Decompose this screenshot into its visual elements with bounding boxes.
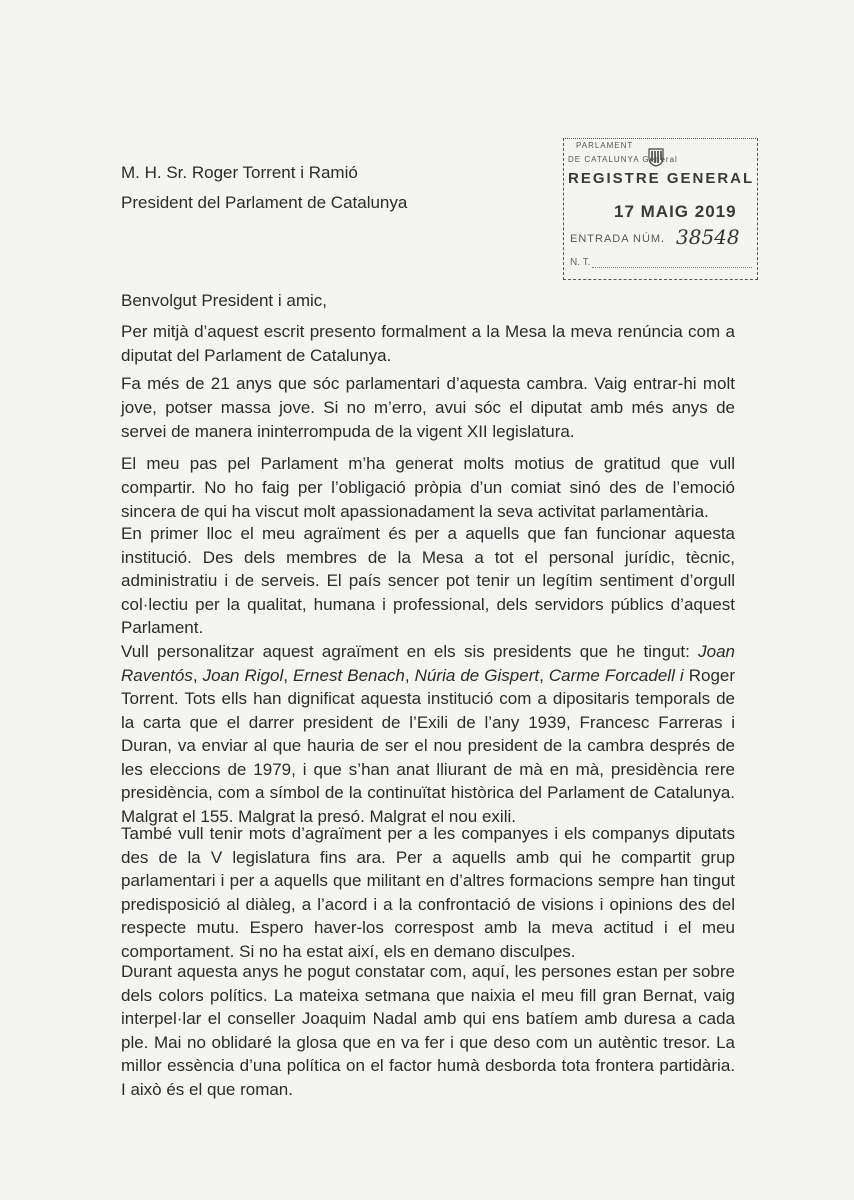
paragraph-4: En primer lloc el meu agraïment és per a aquells que fan funcionar aquesta institució. Des dels membres de la Mesa a tot el personal jurídic, tècnic, administratiu i de serveis. El país sencer pot tenir un legítim sentiment d’orgull col·lectiu per la qualitat, humana i professional, dels servidors públics d’aquest Parlament. [121, 524, 735, 637]
stamp-title: REGISTRE GENERAL [568, 170, 755, 187]
stamp-date: 17 MAIG 2019 [614, 202, 737, 221]
paragraph-5: Vull personalitzar aquest agraïment en els sis presidents que he tingut: Joan Raventós, Joan Rigol, Ernest Benach, Núria de Gispert, Carme Forcadell i Roger Torrent. Tots ells han dignificat aquesta institució com a dipositaris temporals de la carta que el darrer president de l’Exili de l’any 1939, Francesc Farreras i Duran, va enviar al que hauria de ser el nou president de la cambra després de les eleccions de 1979, i que s’han anat lliurant de mà en mà, presidència rere presidència, com a símbol de la continuïtat històrica del Parlament de Catalunya. Malgrat el 155. Malgrat la presó. Malgrat el nou exili. [121, 642, 736, 826]
paragraph-5-intro: Vull personalitzar aquest agraïment en els sis presidents que he tingut: [121, 642, 699, 661]
stamp-entry-number: 38548 [676, 225, 740, 249]
greeting: Benvolgut President i amic, [121, 291, 327, 310]
president-name: Joan Rigol [202, 665, 284, 685]
president-name: Núria de Gispert [414, 665, 540, 685]
president-name: Ernest Benach [293, 665, 405, 685]
paragraph-1: Per mitjà d’aquest escrit presento formalment a la Mesa la meva renúncia com a diputat del Parlament de Catalunya. [121, 322, 735, 365]
registry-stamp [563, 138, 758, 280]
stamp-nt-label: N. T. [570, 257, 591, 268]
recipient-title: President del Parlament de Catalunya [121, 193, 408, 212]
president-name: Joan Raventós [121, 642, 735, 685]
paragraph-6: També vull tenir mots d’agraïment per a les companyes i els companys diputats des de la V legislatura fins ara. Per a aquells amb qui he compartit grup parlamentari i per a aquells que militant en d’altres formacions sempre han tingut predisposició al diàleg, a l’acord i a la confrontació de visions i opinions des del respecte mutu. Espero haver-los correspost amb la meva actitud i el meu comportament. Si no ha estat així, els en demano disculpes. [121, 824, 735, 961]
stamp-entry-label: ENTRADA NÚM. [570, 233, 666, 245]
paragraph-2: Fa més de 21 anys que sóc parlamentari d’aquesta cambra. Vaig entrar-hi molt jove, potser massa jove. Si no m’erro, avui sóc el diputat amb més anys de servei de manera ininterrompuda de la vigent XII legislatura. [121, 374, 735, 441]
recipient-name: M. H. Sr. Roger Torrent i Ramió [121, 163, 358, 182]
paragraph-3: El meu pas pel Parlament m’ha generat molts motius de gratitud que vull compartir. No ho faig per l’obligació pròpia d’un comiat sinó des de l’emoció sincera de qui ha viscut molt apassionadament la seva activitat parlamentària. [121, 454, 735, 521]
catalan-seal-icon [646, 147, 666, 167]
stamp-dotted-line [592, 267, 752, 268]
paragraph-7: Durant aquesta anys he pogut constatar com, aquí, les persones estan per sobre dels colors polítics. La mateixa setmana que naixia el meu fill gran Bernat, vaig interpel·lar el conseller Joaquim Nadal amb qui ens batíem amb duresa a cada ple. Mai no oblidaré la glosa que en va fer i que deso com un autèntic tresor. La millor essència d’una política on el factor humà desborda tota frontera partidària. I això és el que roman. [121, 962, 735, 1099]
stamp-institution: PARLAMENT [576, 141, 634, 150]
stamp-subtitle: DE CATALUNYA General [568, 155, 678, 164]
president-name: Carme Forcadell i [548, 665, 684, 685]
paragraph-5-rest: Roger Torrent. Tots ells han dignificat aquesta institució com a dipositaris temporals de la carta que el darrer president de l’Exili de l’any 1939, Francesc Farreras i Duran, va enviar al que hauria de ser el nou president de la cambra després de les eleccions de 1979, i que s’han anat lliurant de mà en mà, presidència rere presidència, com a símbol de la continuïtat històrica del Parlament de Catalunya. Malgrat el 155. Malgrat la presó. Malgrat el nou exili. [121, 665, 736, 826]
